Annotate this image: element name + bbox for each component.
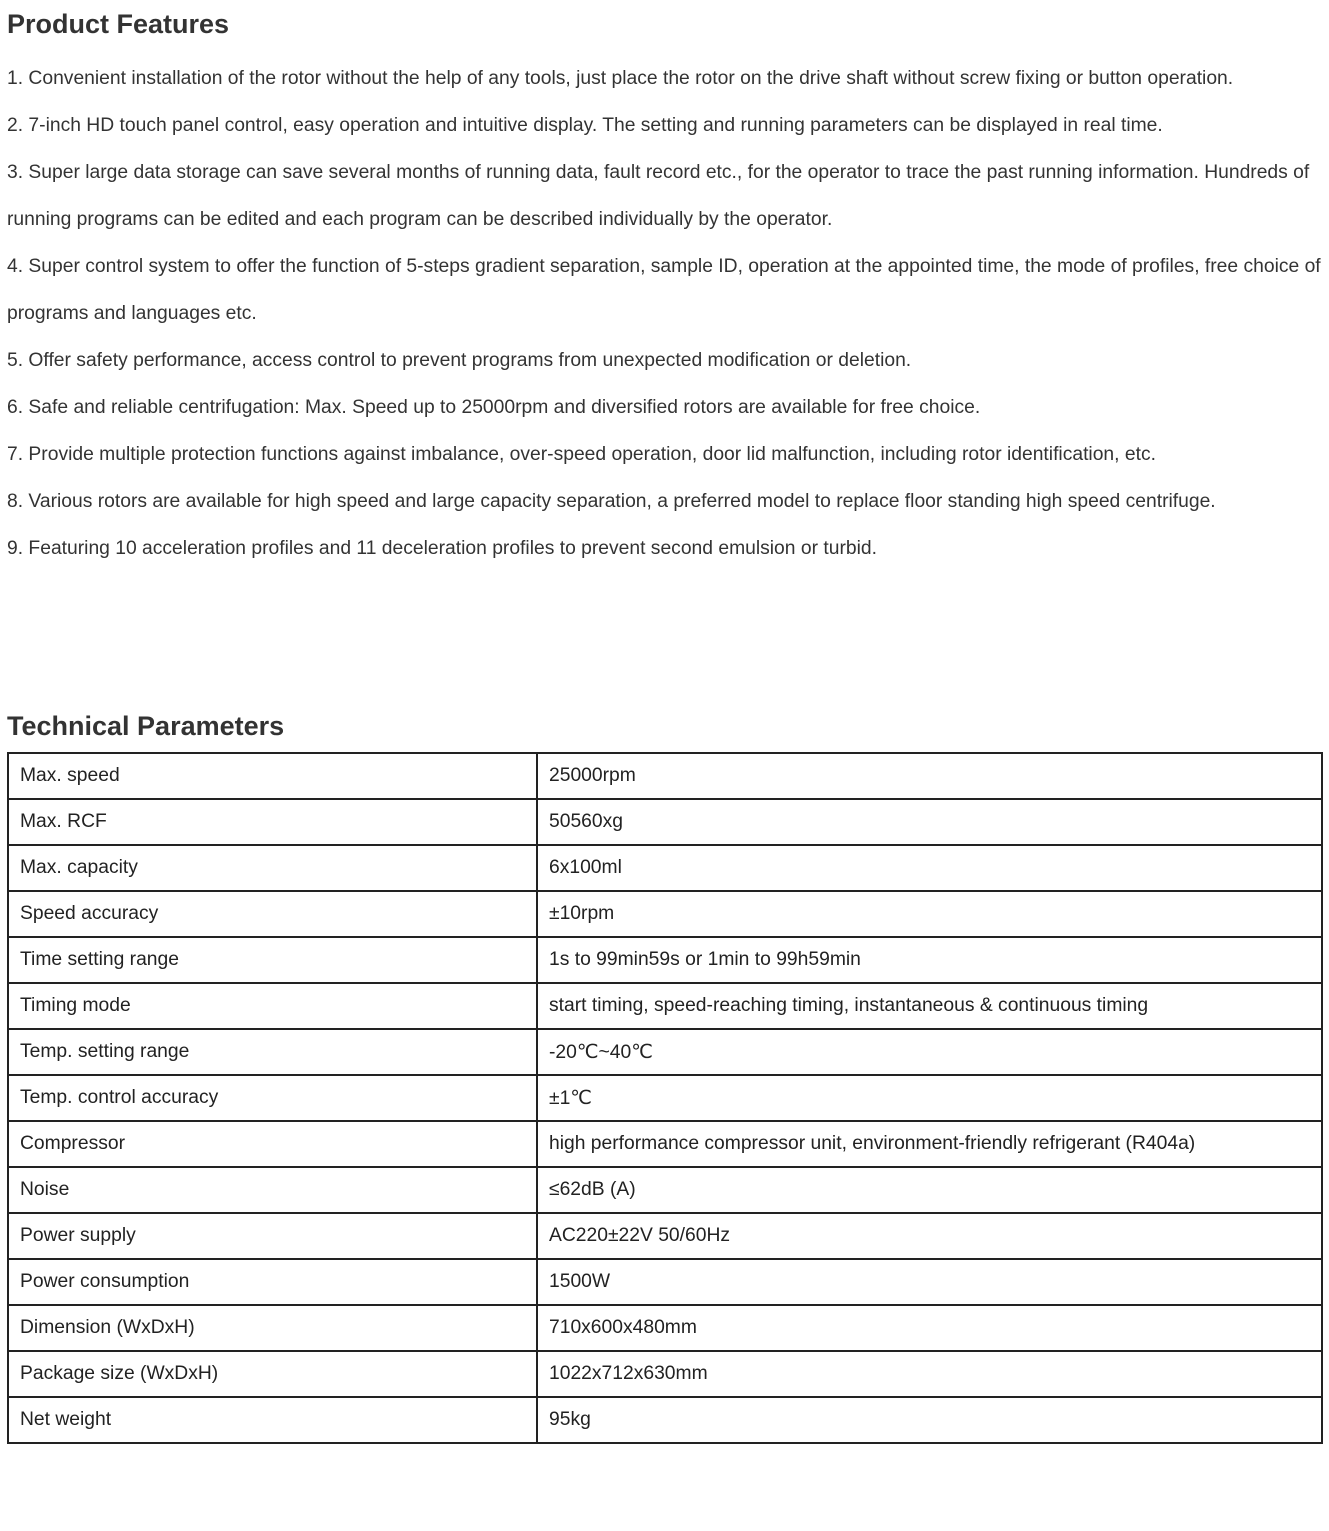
parameter-value: 6x100ml [537,845,1322,891]
parameter-name: Temp. control accuracy [8,1075,537,1121]
table-row [8,1351,1322,1397]
parameter-value: 25000rpm [537,753,1322,799]
table-row [8,983,1322,1029]
table-row [8,799,1322,845]
table-row [8,1075,1322,1121]
parameter-value: 710x600x480mm [537,1305,1322,1351]
parameter-name: Max. capacity [8,845,537,891]
parameter-value: 50560xg [537,799,1322,845]
feature-item: 6. Safe and reliable centrifugation: Max. Speed up to 25000rpm and diversified rotors are available for free choice. [7,397,981,418]
parameter-name: Time setting range [8,937,537,983]
table-row [8,845,1322,891]
technical-parameters-table [7,752,1323,1444]
parameter-value: high performance compressor unit, environment-friendly refrigerant (R404a) [537,1121,1322,1167]
parameter-value: 1s to 99min59s or 1min to 99h59min [537,937,1322,983]
parameter-name: Max. speed [8,753,537,799]
feature-item: 1. Convenient installation of the rotor without the help of any tools, just place the rotor on the drive shaft without screw fixing or button operation. [7,68,1234,89]
feature-item: 5. Offer safety performance, access control to prevent programs from unexpected modification or deletion. [7,350,912,371]
table-row [8,937,1322,983]
parameter-name: Power consumption [8,1259,537,1305]
feature-item: 9. Featuring 10 acceleration profiles and 11 deceleration profiles to prevent second emulsion or turbid. [7,538,877,559]
product-features-heading: Product Features [7,9,230,39]
table-row [8,1121,1322,1167]
feature-item: 3. Super large data storage can save several months of running data, fault record etc., for the operator to trace the past running information. Hundreds of running programs can be edited and each program can be described individually by the operator. [7,162,1310,230]
parameter-value: -20℃~40℃ [537,1029,1322,1075]
parameter-name: Timing mode [8,983,537,1029]
parameter-name: Speed accuracy [8,891,537,937]
parameter-name: Max. RCF [8,799,537,845]
parameter-value: start timing, speed-reaching timing, instantaneous & continuous timing [537,983,1322,1029]
parameter-value: 95kg [537,1397,1322,1443]
table-row [8,1305,1322,1351]
parameter-value: 1022x712x630mm [537,1351,1322,1397]
table-row [8,1029,1322,1075]
feature-item: 8. Various rotors are available for high speed and large capacity separation, a preferred model to replace floor standing high speed centrifuge. [7,491,1216,512]
table-row [8,1397,1322,1443]
technical-parameters-heading: Technical Parameters [7,711,285,741]
parameter-name: Package size (WxDxH) [8,1351,537,1397]
product-features-list [7,55,1323,572]
parameter-name: Dimension (WxDxH) [8,1305,537,1351]
table-row [8,1213,1322,1259]
feature-item: 2. 7-inch HD touch panel control, easy operation and intuitive display. The setting and running parameters can be displayed in real time. [7,115,1163,136]
table-row [8,1167,1322,1213]
parameter-name: Net weight [8,1397,537,1443]
table-row [8,753,1322,799]
parameter-name: Temp. setting range [8,1029,537,1075]
table-row [8,1259,1322,1305]
table-row [8,891,1322,937]
parameter-name: Noise [8,1167,537,1213]
parameter-value: 1500W [537,1259,1322,1305]
feature-item: 7. Provide multiple protection functions against imbalance, over-speed operation, door lid malfunction, including rotor identification, etc. [7,444,1156,465]
parameter-value: ±10rpm [537,891,1322,937]
feature-item: 4. Super control system to offer the function of 5-steps gradient separation, sample ID, operation at the appointed time, the mode of profiles, free choice of programs and languages etc. [7,256,1321,324]
parameter-value: ±1℃ [537,1075,1322,1121]
parameter-value: AC220±22V 50/60Hz [537,1213,1322,1259]
parameter-value: ≤62dB (A) [537,1167,1322,1213]
parameter-name: Compressor [8,1121,537,1167]
parameter-name: Power supply [8,1213,537,1259]
